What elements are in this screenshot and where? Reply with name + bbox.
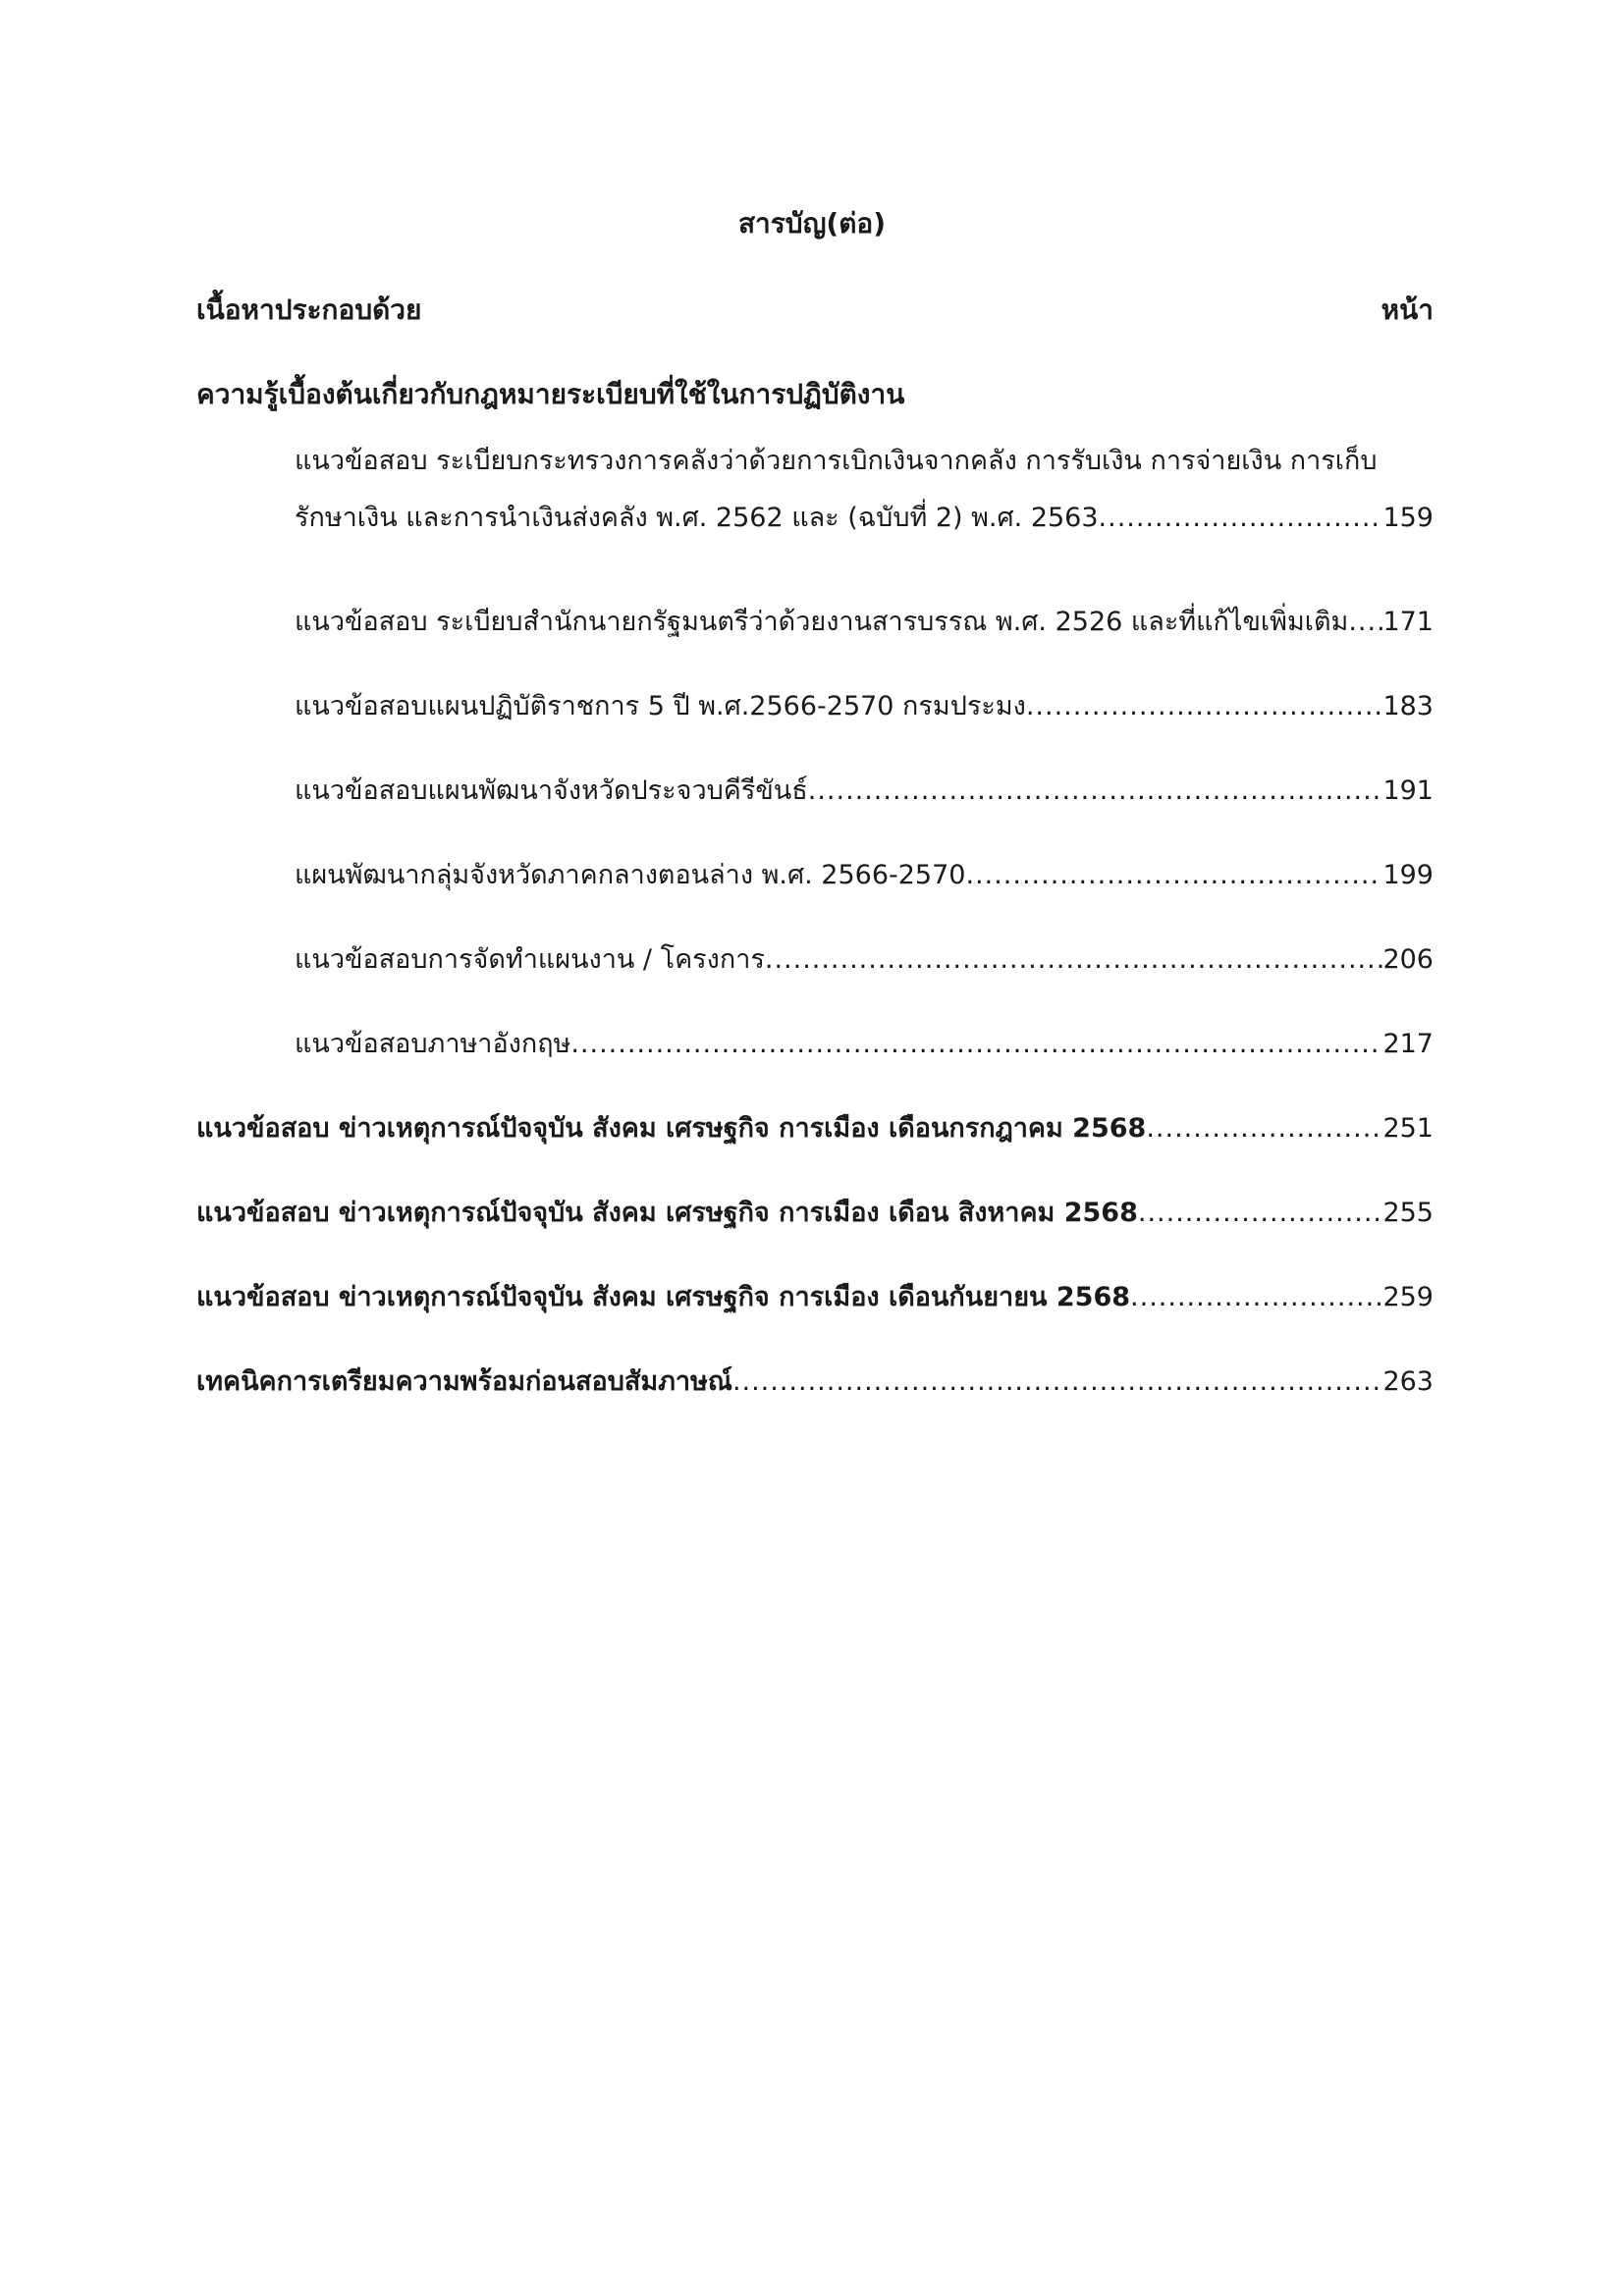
toc-entry-first-line[interactable]: แนวข้อสอบ ระเบียบกระทรวงการคลังว่าด้วยการเบิกเงินจากคลัง การรับเงิน การจ่ายเงิน การเก็บ: [295, 446, 1378, 476]
dot-leader: [765, 940, 1383, 980]
toc-page-number: 259: [1382, 1282, 1434, 1312]
toc-entry-text: แนวข้อสอบ ระเบียบสำนักนายกรัฐมนตรีว่าด้วยงานสารบรรณ พ.ศ. 2526 และที่แก้ไขเพิ่มเติม: [295, 607, 1349, 637]
toc-entry[interactable]: [196, 1194, 1434, 1233]
toc-entry-text: แนวข้อสอบ ข่าวเหตุการณ์ปัจจุบัน สังคม เศรษฐกิจ การเมือง เดือน สิงหาคม 2568: [196, 1198, 1138, 1228]
toc-entry[interactable]: [295, 687, 1434, 726]
page-title: สารบัญ(ต่อ): [737, 207, 887, 240]
toc-page-number: 251: [1382, 1113, 1434, 1144]
contents-label: เนื้อหาประกอบด้วย: [196, 294, 422, 326]
toc-entry-text: แผนพัฒนากลุ่มจังหวัดภาคกลางตอนล่าง พ.ศ. 2566-2570: [295, 860, 966, 890]
toc-entry-text: แนวข้อสอบ ข่าวเหตุการณ์ปัจจุบัน สังคม เศรษฐกิจ การเมือง เดือนกันยายน 2568: [196, 1282, 1131, 1312]
dot-leader: [1146, 1109, 1382, 1148]
toc-entry-text: แนวข้อสอบแผนพัฒนาจังหวัดประจวบคีรีขันธ์: [295, 775, 808, 806]
toc-page-number: 199: [1382, 860, 1434, 890]
toc-entry[interactable]: [295, 1025, 1434, 1064]
dot-leader: [1138, 1194, 1383, 1233]
dot-leader: [1348, 603, 1382, 642]
toc-entry[interactable]: [295, 856, 1434, 895]
toc-page-number: 159: [1382, 503, 1434, 533]
toc-entry-text: แนวข้อสอบ ข่าวเหตุการณ์ปัจจุบัน สังคม เศรษฐกิจ การเมือง เดือนกรกฎาคม 2568: [196, 1113, 1147, 1144]
toc-entry-text: แนวข้อสอบภาษาอังกฤษ: [295, 1029, 571, 1059]
toc-page-number: 191: [1382, 775, 1434, 806]
toc-entry[interactable]: [295, 603, 1434, 642]
dot-leader: [570, 1025, 1382, 1064]
dot-leader: [1026, 687, 1383, 726]
dot-leader: [965, 856, 1382, 895]
toc-entry-text: แนวข้อสอบการจัดทำแผนงาน / โครงการ: [295, 944, 765, 975]
page-column-label: หน้า: [1380, 294, 1434, 326]
toc-entry[interactable]: [196, 1362, 1434, 1402]
toc-page-number: 183: [1382, 691, 1434, 721]
section-heading: ความรู้เบื้องต้นเกี่ยวกับกฎหมายระเบียบที่ใช้ในการปฏิบัติงาน: [196, 378, 905, 410]
dot-leader: [808, 772, 1383, 811]
dot-leader: [1130, 1278, 1382, 1317]
toc-entry-text: เทคนิคการเตรียมความพร้อมก่อนสอบสัมภาษณ์: [196, 1366, 732, 1397]
toc-entry[interactable]: [295, 499, 1434, 538]
toc-entry[interactable]: [196, 1109, 1434, 1148]
toc-entry-text: รักษาเงิน และการนำเงินส่งคลัง พ.ศ. 2562 และ (ฉบับที่ 2) พ.ศ. 2563: [295, 503, 1099, 533]
toc-entry[interactable]: [295, 772, 1434, 811]
dot-leader: [732, 1362, 1383, 1402]
toc-page-number: 171: [1382, 607, 1434, 637]
toc-header: [196, 291, 1434, 330]
toc-entry[interactable]: [196, 1278, 1434, 1317]
dot-leader: [1099, 499, 1383, 538]
toc-entry-text: แนวข้อสอบแผนปฏิบัติราชการ 5 ปี พ.ศ.2566-2570 กรมประมง: [295, 691, 1026, 721]
toc-page-number: 206: [1382, 944, 1434, 975]
toc-page-number: 255: [1382, 1198, 1434, 1228]
toc-entry[interactable]: [295, 940, 1434, 980]
toc-page-number: 263: [1382, 1366, 1434, 1397]
toc-page-number: 217: [1382, 1029, 1434, 1059]
